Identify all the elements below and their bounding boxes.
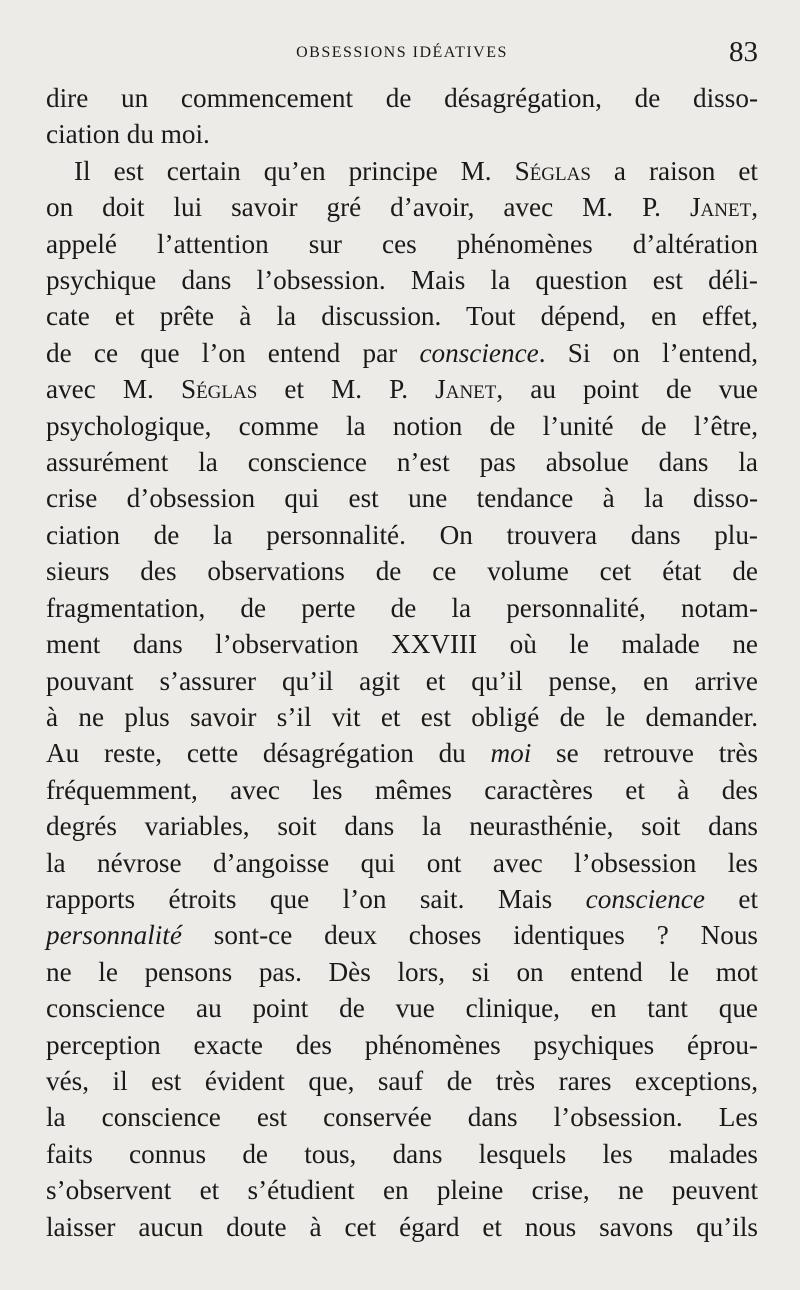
text-line: ciation du moi. xyxy=(46,119,210,150)
text-line: ne le pensons pas. Dès lors, si on entend le mot xyxy=(46,956,758,987)
text-line: perception exacte des phénomènes psychiques éprou- xyxy=(46,1029,758,1060)
text-line: fréquemment, avec les mêmes caractères et à des xyxy=(46,774,758,805)
text-line: laisser aucun doute à cet égard et nous savons qu’ils xyxy=(46,1211,758,1242)
text-line: avec M. Séglas et M. P. Janet, au point de vue xyxy=(46,374,758,405)
text-line: conscience au point de vue clinique, en tant que xyxy=(46,993,758,1024)
italic-term: moi xyxy=(490,738,532,769)
text-line: pouvant s’assurer qu’il agit et qu’il pense, en arrive xyxy=(46,665,758,696)
page-number: 83 xyxy=(729,36,758,68)
author-name: Séglas xyxy=(514,155,591,186)
text-line: Au reste, cette désagrégation du moi se retrouve très xyxy=(46,738,758,769)
text-line: rapports étroits que l’on sait. Mais conscience et xyxy=(46,883,758,914)
text-line: crise d’obsession qui est une tendance à la disso- xyxy=(46,483,758,514)
italic-term: conscience xyxy=(419,337,539,368)
text-line: s’observent et s’étudient en pleine crise, ne peuvent xyxy=(46,1175,758,1206)
author-name: Séglas xyxy=(180,374,258,405)
italic-term: personnalité xyxy=(46,920,182,951)
text-line: sieurs des observations de ce volume cet état de xyxy=(46,556,758,587)
page-header xyxy=(46,30,758,76)
text-line: psychologique, comme la notion de l’unité de l’être, xyxy=(46,410,758,441)
author-name: Janet xyxy=(435,374,497,405)
text-line: de ce que l’on entend par conscience. Si on l’entend, xyxy=(46,337,758,368)
author-name: Janet xyxy=(689,192,752,223)
text-line: à ne plus savoir s’il vit et est obligé de le demander. xyxy=(46,701,758,732)
text-line: ciation de la personnalité. On trouvera dans plu- xyxy=(46,519,758,550)
text-line: faits connus de tous, dans lesquels les malades xyxy=(46,1138,758,1169)
text-line: fragmentation, de perte de la personnalité, notam- xyxy=(46,592,758,623)
text-line: la conscience est conservée dans l’obsession. Les xyxy=(46,1102,758,1133)
running-title: OBSESSIONS IDÉATIVES xyxy=(296,44,508,61)
text-line: la névrose d’angoisse qui ont avec l’obsession les xyxy=(46,847,758,878)
text-line: Il est certain qu’en principe M. Séglas a raison et xyxy=(74,155,758,186)
italic-term: conscience xyxy=(585,883,705,914)
text-line: cate et prête à la discussion. Tout dépend, en effet, xyxy=(46,301,758,332)
body-text xyxy=(46,80,758,1245)
text-line: dire un commencement de désagrégation, de disso- xyxy=(46,83,758,113)
text-line: assurément la conscience n’est pas absolue dans la xyxy=(46,447,758,478)
text-line: on doit lui savoir gré d’avoir, avec M. P. Janet, xyxy=(46,192,758,223)
text-line: vés, il est évident que, sauf de très rares exceptions, xyxy=(46,1065,758,1096)
text-line: appelé l’attention sur ces phénomènes d’altération xyxy=(46,228,758,259)
text-line: ment dans l’observation XXVIII où le malade ne xyxy=(46,629,758,660)
text-line: degrés variables, soit dans la neurasthénie, soit dans xyxy=(46,811,758,842)
text-line: psychique dans l’obsession. Mais la question est déli- xyxy=(46,265,758,296)
text-line: personnalité sont-ce deux choses identiques ? Nous xyxy=(46,920,758,951)
